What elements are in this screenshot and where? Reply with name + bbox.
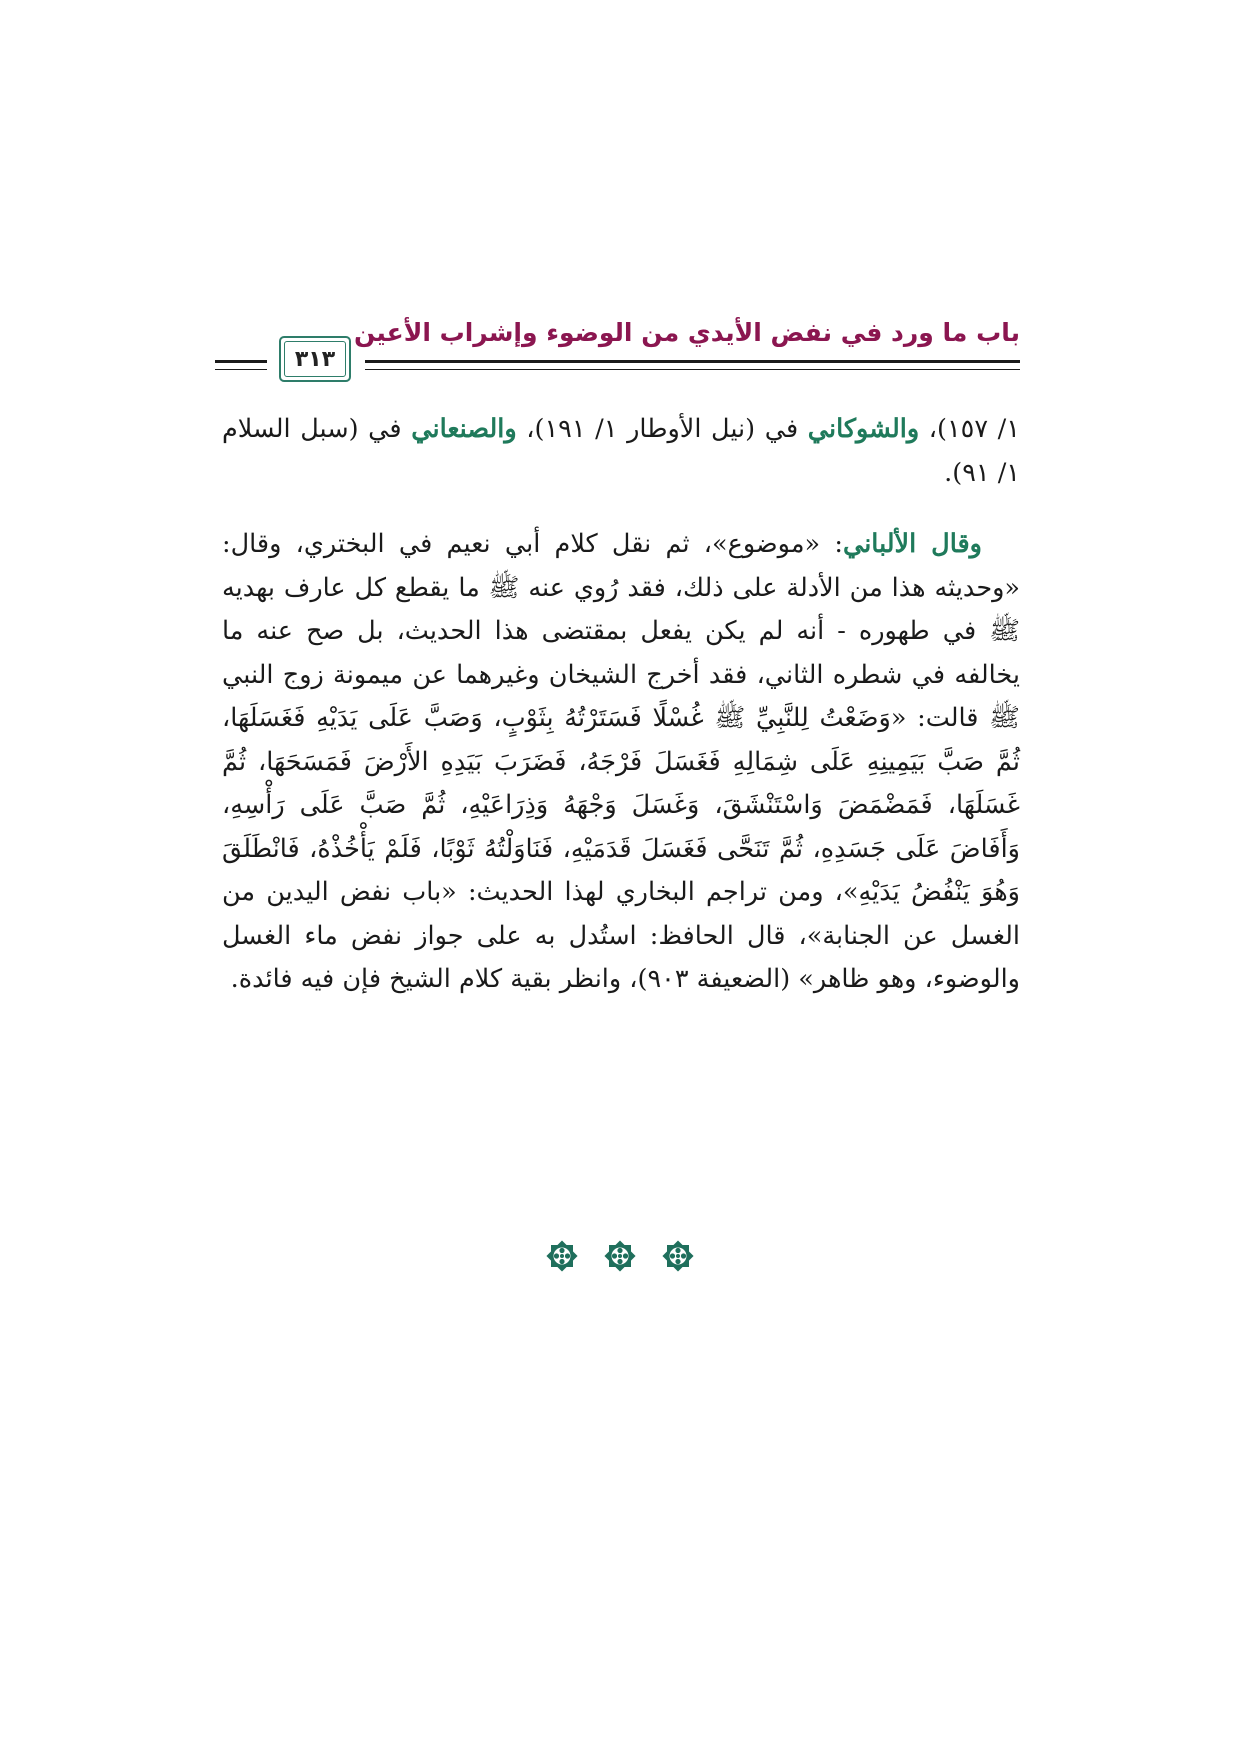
- highlighted-name: والشوكاني: [807, 414, 920, 444]
- chapter-title: باب ما ورد في نفض الأيدي من الوضوء وإشراب الأعين: [353, 318, 1020, 347]
- text-run: في (سبل السلام ١/ ٩١).: [222, 414, 1020, 488]
- page-number-badge: [279, 336, 351, 382]
- text-run: : «موضوع»، ثم نقل كلام أبي نعيم في البختري، وقال: «وحديثه هذا من الأدلة على ذلك، فقد رُوي عنه ﷺ ما يقطع كل عارف بهديه ﷺ في طهوره - أنه لم يكن يفعل بمقتضى هذا الحديث، بل صح عنه ما يخالفه في شطره الثاني، فقد أخرج الشيخان وغيرهما عن ميمونة زوج النبي ﷺ قالت: «وَضَعْتُ لِلنَّبِيِّ ﷺ غُسْلًا فَسَتَرْتُهُ بِثَوْبٍ، وَصَبَّ عَلَى يَدَيْهِ فَغَسَلَهَا، ثُمَّ صَبَّ بَيَمِينِهِ عَلَى شِمَالِهِ فَغَسَلَ فَرْجَهُ، فَضَرَبَ بَيَدِهِ الأَرْضَ فَمَسَحَهَا، ثُمَّ غَسَلَهَا، فَمَضْمَضَ وَاسْتَنْشَقَ، وَغَسَلَ وَجْهَهُ وَذِرَاعَيْهِ، ثُمَّ صَبَّ عَلَى رَأْسِهِ، وَأَفَاضَ عَلَى جَسَدِهِ، ثُمَّ تَنَحَّى فَغَسَلَ قَدَمَيْهِ، فَنَاوَلْتُهُ ثَوْبًا، فَلَمْ يَأْخُذْهُ، فَانْطَلَقَ وَهُوَ يَنْفُضُ يَدَيْهِ»، ومن تراجم البخاري لهذا الحديث: «باب نفض اليدين من الغسل عن الجنابة»، قال الحافظ: استُدل به على جواز نفض ماء الغسل والوضوء، وهو ظاهر» (الضعيفة ٩٠٣)، وانظر بقية كلام الشيخ فإن فيه فائدة.: [222, 529, 1020, 994]
- paragraph-albani-quote: [222, 523, 1020, 1002]
- octagram-flower-icon: [602, 1238, 638, 1274]
- page-body: [222, 408, 1020, 1002]
- header-rule: [365, 360, 1020, 370]
- page-number: ٣١٣: [294, 346, 336, 372]
- text-run: ١/ ١٥٧)،: [919, 414, 1020, 444]
- text-run: في (نيل الأوطار ١/ ١٩١)،: [516, 414, 808, 444]
- header-rule-left: [215, 360, 267, 370]
- paragraph-references: [222, 408, 1020, 495]
- highlighted-name: والصنعاني: [411, 414, 517, 444]
- highlighted-name: وقال الألباني: [842, 529, 982, 559]
- octagram-flower-icon: [660, 1238, 696, 1274]
- section-end-ornaments: [520, 1238, 720, 1278]
- octagram-flower-icon: [544, 1238, 580, 1274]
- page-header: [215, 312, 1020, 384]
